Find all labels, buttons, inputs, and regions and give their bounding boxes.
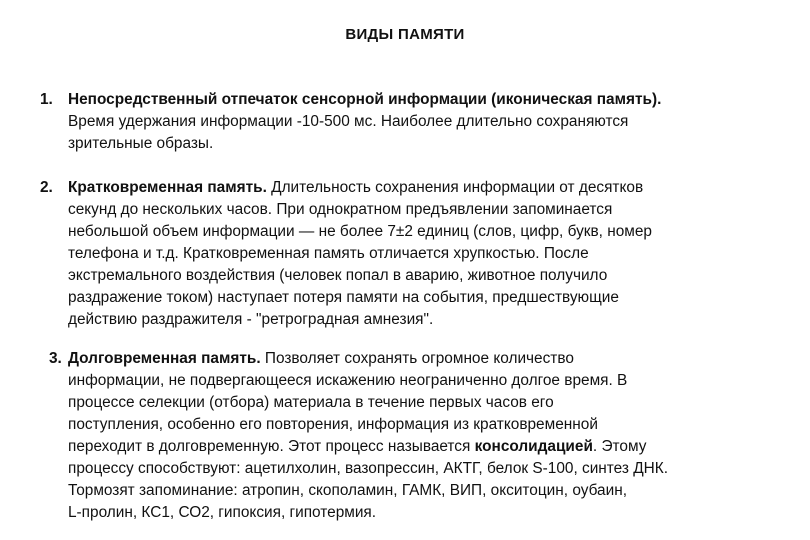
page-title: ВИДЫ ПАМЯТИ — [345, 26, 465, 43]
text-line: раздражение током) наступает потеря памяти на события, предшествующие — [68, 289, 619, 306]
item-heading: Кратковременная память. — [68, 179, 267, 196]
item-body — [68, 89, 800, 155]
text-line: информации, не подвергающееся искажению неограниченно долгое время. В — [68, 372, 628, 389]
text-line: зрительные образы. — [68, 135, 214, 152]
item-body — [68, 348, 801, 524]
consolidation-tail: . Этому — [592, 438, 647, 455]
text-line — [68, 436, 801, 458]
consolidation-term: консолидацией — [474, 438, 593, 455]
list-item-short-term-memory — [40, 177, 800, 331]
item-number: 2. — [40, 179, 53, 196]
consolidation-lead: переходит в долговременную. Этот процесс называется — [68, 438, 475, 455]
text-line: процессу способствуют: ацетилхолин, вазопрессин, АКТГ, белок S-100, синтез ДНК. — [68, 460, 669, 477]
text-line: поступления, особенно его повторения, информация из кратковременной — [68, 416, 598, 433]
heading-rest: Позволяет сохранять огромное количество — [260, 350, 574, 367]
text-line: секунд до нескольких часов. При однократном предъявлении запоминается — [68, 201, 613, 218]
text-line — [68, 177, 800, 199]
list-item-iconic-memory — [40, 89, 800, 155]
item-number: 1. — [40, 91, 53, 108]
text-line: процессе селекции (отбора) материала в течение первых часов его — [68, 394, 554, 411]
item-heading: Непосредственный отпечаток сенсорной информации (иконическая память). — [68, 91, 662, 108]
text-line: Время удержания информации -10-500 мс. Наиболее длительно сохраняются — [68, 113, 629, 130]
text-line: небольшой объем информации — не более 7±2 единиц (слов, цифр, букв, номер — [68, 223, 652, 240]
text-line: действию раздражителя - "ретроградная амнезия". — [68, 311, 434, 328]
item-body — [68, 177, 800, 331]
text-line: экстремального воздействия (человек попал в аварию, животное получило — [68, 267, 608, 284]
list-item-long-term-memory — [49, 348, 801, 524]
item-number: 3. — [49, 350, 62, 367]
text-line: телефона и т.д. Кратковременная память отличается хрупкостью. После — [68, 245, 589, 262]
heading-rest: Длительность сохранения информации от десятков — [266, 179, 644, 196]
item-heading: Долговременная память. — [68, 350, 261, 367]
text-line: Тормозят запоминание: атропин, скополамин, ГАМК, ВИП, окситоцин, оубаин, — [68, 482, 627, 499]
text-line — [68, 348, 801, 370]
text-line: L-пролин, КС1, СО2, гипоксия, гипотермия. — [68, 504, 377, 521]
